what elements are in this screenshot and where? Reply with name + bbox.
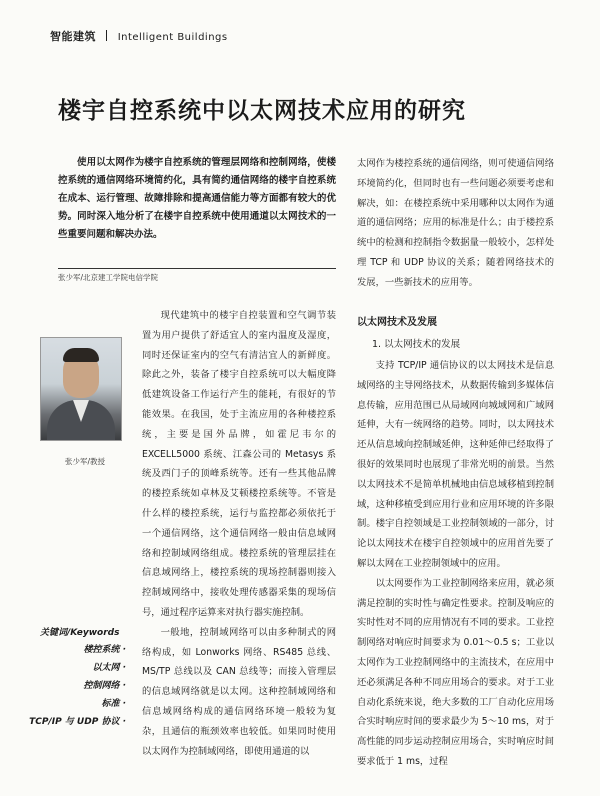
author-photo bbox=[40, 337, 122, 441]
body-column-3-bottom bbox=[357, 356, 554, 772]
article-title: 楼宇自控系统中以太网技术应用的研究 bbox=[58, 97, 466, 124]
keywords-title: 关键词/Keywords bbox=[40, 628, 120, 638]
body-column-2 bbox=[142, 306, 336, 761]
keyword-item: 楼控系统 · bbox=[83, 645, 126, 655]
body-paragraph: 支持 TCP/IP 通信协议的以太网技术是信息域网络的主导网络技术，从数据传输到多媒体信息传输，应用范围已从局域网向城域网和广域网延伸，大有一统网络的趋势。同时，以太网技术还从信息域向控制域延伸，这种延伸已经取得了很好的效果同时也展现了非常光明的前景。当然以太网技术不是简单机械地由信息域移植到控制域，这种移植受到应用行业和应用环境的许多限制。楼宇自控领域是工业控制领域的一部分，讨论以太网技术在楼宇自控领域中的应用首先要了解以太网在工业控制领域中的应用。 bbox=[357, 360, 554, 569]
body-column-3-top bbox=[357, 154, 554, 293]
section-header bbox=[50, 28, 228, 44]
body-paragraph: 现代建筑中的楼宇自控装置和空气调节装置为用户提供了舒适宜人的室内温度及湿度，同时还保证室内的空气有清洁宜人的新鲜度。除此之外，装备了楼宇自控系统可以大幅度降低建筑设备工作运行产生的能耗，有很好的节能效果。在我国，处于主流应用的各种楼控系统，主要是国外品牌，如霍尼韦尔的 EXCELL5000 系统、江森公司的 Metasys 系统及西门子的顶峰系统等。还有一些其他品牌的楼控系统如卓林及艾顿楼控系统等。不管是什么样的楼控系统，运行与监控都必须依托于一个通信网络，这个通信网络一般由信息域网络和控制域网络组成。楼控系统的管理层挂在信息域网络上，楼控系统的现场控制器则接入控制域网络中，接收处理传感器采集的现场信号，通过程序运算来对执行器实施控制。 bbox=[142, 310, 336, 618]
keyword-item: 标准 · bbox=[101, 699, 126, 709]
keyword-item: 以太网 · bbox=[92, 663, 126, 673]
abstract: 使用以太网作为楼宇自控系统的管理层网络和控制网络，使楼控系统的通信网络环境简约化，具有简约通信网络的楼宇自控系统在成本、运行管理、故障排除和提高通信能力等方面都有较大的优势。同时深入地分析了在楼宇自控系统中使用通道以太网技术的一些重要问题和解决办法。 bbox=[58, 157, 336, 240]
section-heading: 以太网技术及发展 bbox=[357, 317, 437, 328]
keyword-item: 控制网络 · bbox=[83, 681, 126, 691]
section-name-cn: 智能建筑 bbox=[50, 30, 96, 43]
abstract-divider bbox=[58, 268, 336, 269]
keyword-item: TCP/IP 与 UDP 协议 · bbox=[29, 717, 126, 727]
photo-caption: 张少军/教授 bbox=[64, 457, 106, 466]
body-paragraph: 太网作为楼控系统的通信网络，则可使通信网络环境简约化，但同时也有一些问题必须要考虑和解决，如：在楼控系统中采用哪种以太网作为通道的通信网络；应用的标准是什么；由于楼控系统中的检测和控制指令数据量一般较小，怎样处理 TCP 和 UDP 协议的关系；随着网络技术的发展，一些新技术的应用等。 bbox=[357, 158, 554, 288]
subsection-heading: 1. 以太网技术的发展 bbox=[372, 339, 461, 350]
author-affiliation: 张少军/北京建工学院电信学院 bbox=[58, 273, 159, 282]
body-paragraph: 以太网要作为工业控制网络来应用，就必须满足控制的实时性与确定性要求。控制及响应的实时性对不同的应用情况有不同的要求。工业控制网络对响应时间要求为 0.01～0.5 s；工业以太网作为工业控制网络中的主流技术，在应用中还必须满足各种不同应用场合的要求。对于工业自动化系统来说，绝大多数的工厂自动化应用场合实时响应时间的要求最少为 5～10 ms，对于高性能的同步运动控制应用场合，实时响应时间要求低于 1 ms，过程 bbox=[357, 577, 554, 767]
section-name-en: Intelligent Buildings bbox=[117, 32, 228, 43]
body-paragraph: 一般地，控制域网络可以由多种制式的网络构成，如 Lonworks 网络、RS485 总线、MS/TP 总线以及 CAN 总线等；而接入管理层的信息域网络就是以太网。这种控制域网络和信息域网络构成的通信网络环境一般较为复杂，且通信的瓶颈效率也较低。如果同时使用以太网作为控制域网络，即使用通道的以 bbox=[142, 626, 336, 757]
header-divider bbox=[106, 30, 107, 41]
